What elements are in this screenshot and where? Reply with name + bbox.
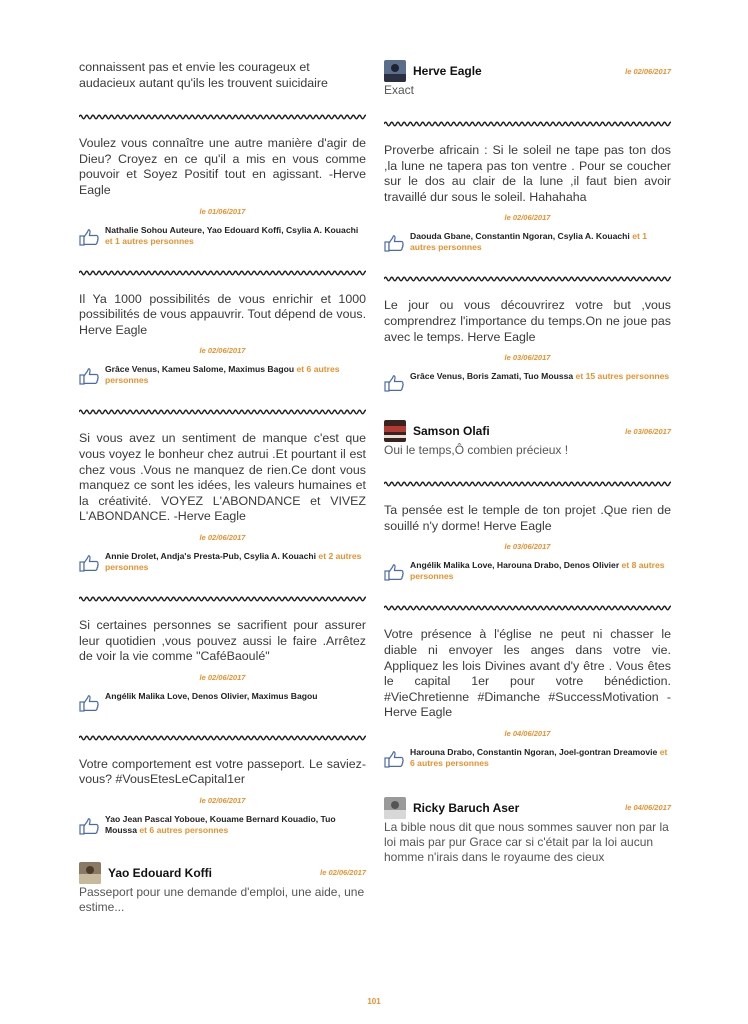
post-date: le 03/06/2017 <box>504 353 551 363</box>
right-column <box>384 60 671 865</box>
likes-names: Angélik Malika Love, Denos Olivier, Maximus Bagou <box>105 690 318 701</box>
post-text: Le jour ou vous découvrirez votre but ,vous comprendrez l'importance du temps.On ne joue pas avec le temps. Herve Eagle <box>384 298 671 344</box>
likes-names: Angélik Malika Love, Harouna Drabo, Denos Olivier <box>410 560 620 571</box>
avatar[interactable] <box>384 797 406 819</box>
likes-names: Yao Jean Pascal Yoboue, Kouame Bernard Kouadio, Tuo Moussa <box>105 813 336 835</box>
comment-text: La bible nous dit que nous sommes sauver non par la loi mais par pur Grace car si c'était par la loi aucun homme n'irais dans le royaume des cieux <box>384 819 669 864</box>
thumbs-up-icon[interactable] <box>79 555 99 572</box>
post-text: Proverbe africain : Si le soleil ne tape pas ton dos ,la lune ne tapera pas ton ventre . Pour se coucher sur le dos au clair de la lune ,il faut bien avoir travaillé dur sous le soleil. Hahahaha <box>384 143 671 204</box>
comment-author[interactable]: Herve Eagle <box>413 64 482 78</box>
likes-more-link[interactable]: et 6 autres personnes <box>137 824 229 835</box>
post-text: Voulez vous connaître une autre manière d'agir de Dieu? Croyez en ce qu'il a mis en vous comme pouvoir et Soyez Positif tout en agissant. -Herve Eagle <box>79 136 366 197</box>
wave-divider <box>384 120 671 128</box>
wave-divider <box>384 604 671 612</box>
post <box>79 431 366 573</box>
comment-text: Passeport pour une demande d'emploi, une aide, une estime... <box>79 884 365 914</box>
comment-text: Exact <box>384 83 415 97</box>
page-number: 101 <box>367 997 381 1006</box>
comment-header <box>384 420 671 442</box>
likes-row <box>384 747 671 769</box>
post-date: le 02/06/2017 <box>199 346 246 356</box>
likes-names: Annie Drolet, Andja's Presta-Pub, Csylia A. Kouachi <box>105 550 317 561</box>
thumbs-up-icon[interactable] <box>384 751 404 768</box>
comment <box>384 60 671 98</box>
post <box>384 503 671 582</box>
likes-row <box>79 225 366 247</box>
post-date: le 04/06/2017 <box>504 728 551 738</box>
post <box>384 298 671 392</box>
wave-divider <box>384 275 671 283</box>
post-date: le 01/06/2017 <box>199 206 246 216</box>
likes-more-link[interactable]: et 2 autres personnes <box>105 550 362 572</box>
comment-date: le 02/06/2017 <box>625 66 671 76</box>
comment-author[interactable]: Ricky Baruch Aser <box>413 800 520 815</box>
likes-row <box>79 814 366 836</box>
likes-names: Grâce Venus, Kameu Salome, Maximus Bagou <box>105 364 295 375</box>
comment <box>79 862 366 915</box>
likes-text <box>105 551 366 573</box>
likes-text <box>410 747 671 769</box>
likes-names: Harouna Drabo, Constantin Ngoran, Joel-gontran Dreamovie <box>410 746 658 757</box>
thumbs-up-icon[interactable] <box>384 235 404 252</box>
thumbs-up-icon[interactable] <box>79 695 99 712</box>
avatar[interactable] <box>384 420 406 442</box>
wave-divider <box>384 480 671 488</box>
likes-text <box>105 814 366 836</box>
comment-author[interactable]: Samson Olafi <box>413 424 490 439</box>
likes-more-link[interactable]: et 1 autres personnes <box>105 235 194 246</box>
post-date: le 02/06/2017 <box>199 532 246 542</box>
post-text: Votre comportement est votre passeport. Le saviez-vous? #VousEtesLeCapital1er <box>79 756 366 787</box>
comment-header <box>384 60 671 82</box>
comment-author[interactable]: Yao Edouard Koffi <box>108 865 213 880</box>
likes-text <box>410 231 671 253</box>
likes-names: Daouda Gbane, Constantin Ngoran, Csylia A. Kouachi <box>410 231 630 242</box>
post-text: Si vous avez un sentiment de manque c'est que vous voyez le bonheur chez autrui .Et pourtant il est chez vous .Vous ne manquez de rien.Ce dont vous manquez ce sont les idées, les valeurs humaines et la créativité. VOYEZ L'ABONDANCE et VIVEZ L'ABONDANCE. -Herve Eagle <box>79 431 366 524</box>
likes-text <box>105 691 318 702</box>
likes-row <box>384 560 671 582</box>
post-text: Ta pensée est le temple de ton projet .Que rien de souillé n'y dorme! Herve Eagle <box>384 503 671 533</box>
wave-divider <box>79 269 366 277</box>
post-text: Si certaines personnes se sacrifient pour assurer leur quotidien ,vous pouvez aussi le faire .Arrêtez de voir la vie comme "CaféBaoulé" <box>79 617 366 664</box>
comment-date: le 03/06/2017 <box>625 426 671 436</box>
wave-divider <box>79 408 366 416</box>
post-date: le 03/06/2017 <box>504 542 551 552</box>
likes-row <box>79 691 366 712</box>
thumbs-up-icon[interactable] <box>384 375 404 392</box>
thumbs-up-icon[interactable] <box>384 564 404 581</box>
intro-text: connaissent pas et envie les courageux et audacieux autant qu'ils les trouvent suicidaire <box>79 60 328 90</box>
likes-text <box>105 364 366 386</box>
post <box>79 757 366 836</box>
likes-more-link[interactable]: et 8 autres personnes <box>410 560 665 582</box>
likes-more-link[interactable]: et 15 autres personnes <box>573 371 670 382</box>
likes-text <box>410 371 669 382</box>
likes-text <box>410 560 671 582</box>
likes-row <box>384 231 671 253</box>
likes-text <box>105 225 366 247</box>
likes-names: Grâce Venus, Boris Zamati, Tuo Moussa <box>410 371 574 382</box>
post-date: le 02/06/2017 <box>199 795 246 805</box>
wave-divider <box>79 734 366 742</box>
thumbs-up-icon[interactable] <box>79 818 99 835</box>
comment <box>384 797 671 865</box>
post-text: Il Ya 1000 possibilités de vous enrichir et 1000 possibilités de vous appauvrir. Tout dépend de vous. Herve Eagle <box>79 291 367 337</box>
comment-header <box>79 862 366 884</box>
thumbs-up-icon[interactable] <box>79 368 99 385</box>
comment <box>384 420 671 458</box>
wave-divider <box>79 113 366 121</box>
post-date: le 02/06/2017 <box>199 672 246 682</box>
post-date: le 02/06/2017 <box>504 213 551 223</box>
comment-text: Oui le temps,Ô combien précieux ! <box>384 443 569 458</box>
avatar[interactable] <box>79 862 101 884</box>
thumbs-up-icon[interactable] <box>79 229 99 246</box>
avatar[interactable] <box>384 60 406 82</box>
left-column <box>79 60 366 915</box>
comment-date: le 04/06/2017 <box>625 803 671 813</box>
comment-header <box>384 797 671 819</box>
post <box>79 292 366 387</box>
likes-row <box>384 371 671 392</box>
post <box>79 136 366 246</box>
post <box>384 627 671 769</box>
likes-more-link[interactable]: et 1 autres personnes <box>410 231 648 253</box>
likes-names: Nathalie Sohou Auteure, Yao Edouard Koffi, Csylia A. Kouachi <box>105 224 359 235</box>
post <box>79 618 366 712</box>
likes-more-link[interactable]: et 6 autres personnes <box>105 364 340 386</box>
post-text: Votre présence à l'église ne peut ni chasser le diable ni envoyer les anges dans votre vie. Appliquez les lois Divines avant d'y être . Vous êtes le capital 1er pour votre bénédiction. #VieChretienne #Dimanche #SuccessMotivation -Herve Eagle <box>384 627 671 720</box>
wave-divider <box>79 595 366 603</box>
likes-more-link[interactable]: et 6 autres personnes <box>410 746 668 768</box>
likes-row <box>79 551 366 573</box>
post <box>384 143 671 253</box>
likes-row <box>79 364 366 386</box>
comment-date: le 02/06/2017 <box>320 868 366 878</box>
